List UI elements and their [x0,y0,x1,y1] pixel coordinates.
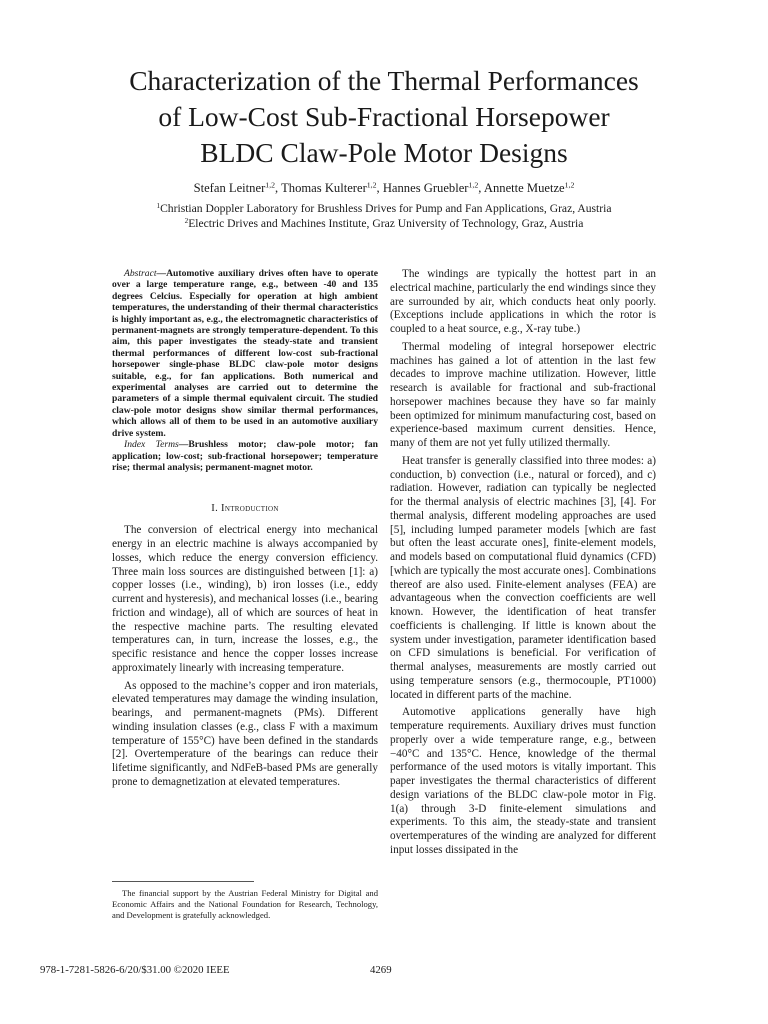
affiliations [40,201,728,231]
right-column [390,268,656,862]
paragraph: Automotive applications generally have high temperature requirements. Auxiliary drives must function properly over a wide temperature range, e.g., between −40°C and 135°C. Hence, knowledge of the thermal performance of the used motors is vitally important. This paper investigates the thermal characteristics of different design variations of the BLDC claw-pole motor in Fig. 1(a) through 3-D finite-element simulations and experiments. To this aim, the steady-state and transient overtemperatures of the winding are analyzed for different input losses dissipated in the [390,706,656,856]
author-affil-mark: 1,2 [564,180,575,190]
abstract [112,268,378,439]
section-number: I. [211,503,219,515]
author-name: Thomas Kulterer [281,181,367,195]
author-list: Stefan Leitner$^{1,2}$, Thomas Kulterer$^{1,2}$, Hannes Gruebler$^{1,2}$, Annette Muetze$^{1,2}$ [193,180,575,195]
left-column [112,268,378,794]
section-title: Introduction [221,503,279,515]
title-line: BLDC Claw-Pole Motor Designs [200,137,568,168]
author-name: Stefan Leitner [193,181,266,195]
affiliation-mark: 2 [184,217,189,226]
paragraph: As opposed to the machine’s copper and iron materials, elevated temperatures may damage the winding insulation, bearings, and permanent-magnets (PMs). Different winding insulation classes (e.g., class F with a maximum temperature of 155°C) have been defined in the standards [2]. Overtemperature of the bearings can reduce their lifetime significantly, and NdFeB-based PMs are generally prone to demagnetization at elevated temperatures. [112,679,378,788]
author-affil-mark: 1,2 [265,180,276,190]
affiliation-text: Electric Drives and Machines Institute, Graz University of Technology, Graz, Austria [188,217,584,230]
funding-footnote: The financial support by the Austrian Federal Ministry for Digital and Economic Affairs and the National Foundation for Research, Technology, and Development is gratefully acknowledged. [112,888,378,921]
isbn-copyright: 978-1-7281-5826-6/20/$31.00 ©2020 IEEE [40,964,230,976]
index-terms [112,439,378,473]
page-number: 4269 [370,964,392,976]
index-terms-text: —Brushless motor; claw-pole motor; fan application; low-cost; sub-fractional horsepower; temperature rise; thermal analysis; permanent-magnet motor. [112,439,378,473]
author-affil-mark: 1,2 [366,180,377,190]
affiliation [40,216,728,231]
paragraph: The conversion of electrical energy into mechanical energy in an electric machine is always accompanied by losses, which reduce the energy conversion efficiency. Three main loss sources are distinguished between [1]: a) copper losses (i.e., winding), b) iron losses (i.e., eddy current and hysteresis), and mechanical losses (i.e., bearing friction and windage), all of which are sources of heat in the respective machine parts. The resulting elevated temperatures can, in turn, increase the losses, e.g., the specific resistance and hence the copper losses increase approximately linearly with increasing temperature. [112,524,378,674]
abstract-label: Abstract [124,268,157,279]
paper-title [40,63,728,171]
affiliation-mark: 1 [156,202,161,211]
title-line: of Low-Cost Sub-Fractional Horsepower [158,101,610,132]
title-line: Characterization of the Thermal Performances [129,65,639,96]
footnote-divider [112,881,254,882]
author-name: Annette Muetze [483,181,565,195]
affiliation [40,201,728,216]
paragraph: Heat transfer is generally classified into three modes: a) conduction, b) convection (i.e., natural or forced), and c) radiation. However, radiation can typically be neglected for the thermal analysis of electric machines [3], [4]. For thermal analysis, different modeling approaches are used [5], including lumped parameter models [which are fast but often the least accurate ones], finite-element models, and models based on computational fluid dynamics (CFD) [which are typically the most accurate ones]. Combinations thereof are also used. Finite-element analyses (FEA) are advantageous when the convection coefficients are well known. However, the identification of heat transfer coefficients is challenging. If little is known about the system under investigation, parameter identification based on CFD simulations is beneficial. For verification of thermal analyses, measurements are mostly carried out using temperature sensors (e.g., thermocouple, PT1000) located in different parts of the machine. [390,454,656,701]
author-affil-mark: 1,2 [468,180,479,190]
section-heading [112,503,378,514]
paragraph: Thermal modeling of integral horsepower electric machines has gained a lot of attention in the last few decades to improve machine utilization. However, little research is available for fractional and sub-fractional horsepower machines because they have so far mainly been optimized for minimum manufacturing cost, based on experience-based maximum current densities. Hence, many of them are not yet fully utilized thermally. [390,340,656,449]
affiliation-text: Christian Doppler Laboratory for Brushless Drives for Pump and Fan Applications, Graz, Austria [160,202,612,215]
paragraph: The windings are typically the hottest part in an electrical machine, particularly the end windings since they are surrounded by air, which conducts heat only poorly. (Exceptions include applications in which the rotor is coupled to a heat source, e.g., X-ray tube.) [390,268,656,335]
author-name: Hannes Gruebler [382,181,469,195]
abstract-text: —Automotive auxiliary drives often have to operate over a large temperature range, e.g., between -40 and 135 degrees Celcius. Especially for operation at high ambient temperatures, the understanding of their thermal characteristics is highly important as, e.g., the electromagnetic characteristics of permanent-magnets are strongly temperature-dependent. To this aim, this paper investigates the steady-state and transient thermal performances of different low-cost sub-fractional horsepower single-phase BLDC claw-pole motor designs suitable, e.g., for fan applications. Both numerical and experimental analyses are carried out to determine the parameters of a simple thermal equivalent circuit. The studied claw-pole motor designs show similar thermal performances, which allows all of them to be used in an automotive auxiliary drive system. [112,268,378,439]
index-terms-label: Index Terms [124,439,179,451]
